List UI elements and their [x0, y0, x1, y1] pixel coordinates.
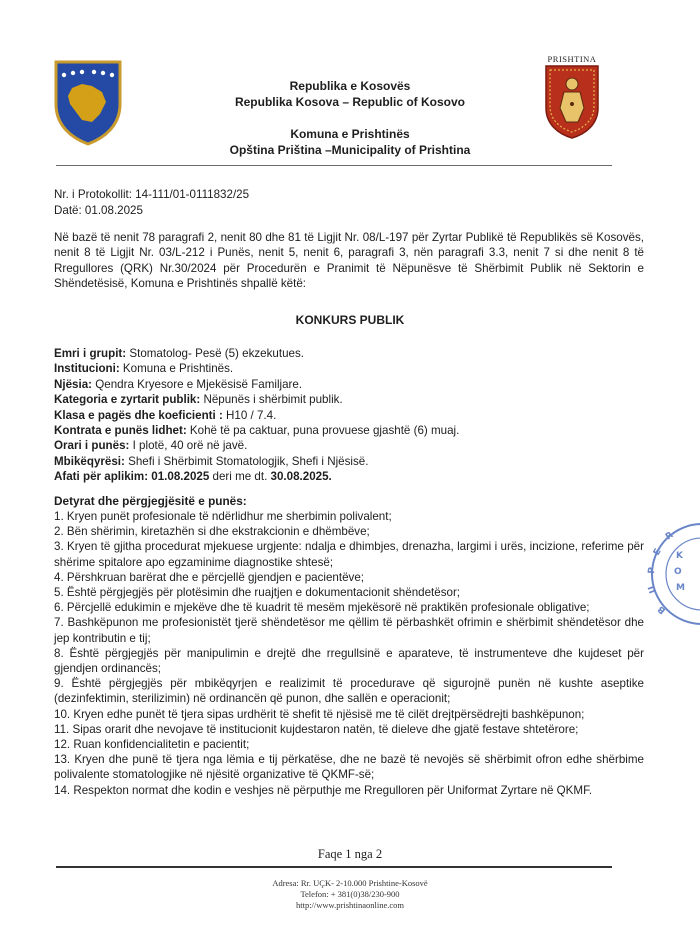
detail-deadline-end: 30.08.2025.	[267, 470, 332, 484]
detail-institution-value: Komuna e Prishtinës.	[119, 362, 234, 376]
footer-divider	[56, 866, 612, 868]
svg-text:U: U	[646, 584, 659, 595]
duty-item: 13. Kryen dhe punë të tjera nga lëmia e tij përkatëse, dhe ne bazë të nevojës së shërbimit ofron edhe shërbime polivalente stomatologjike në njësitë organizative të QKMF-së;	[54, 753, 644, 782]
detail-deadline-start: 01.08.2025	[148, 470, 210, 484]
footer-web: http://www.prishtinaonline.com	[295, 900, 405, 910]
detail-unit-value: Qendra Kryesore e Mjekësisë Familjare.	[92, 377, 303, 391]
svg-text:O: O	[674, 567, 682, 577]
duty-item: 3. Kryen të gjitha procedurat mjekuese urgjente: ndalja e dhimbjes, drenazha, largimi i urës, incizione, referime për shërime spitalore apo egzaminime diagnostike shtesë;	[54, 540, 644, 569]
detail-pay	[54, 408, 642, 423]
detail-hours	[54, 438, 642, 453]
svg-text:P: P	[647, 566, 658, 575]
duty-item: 8. Është përgjegjës për manipulimin e drejtë dhe rregullsinë e aparateve, të instrumenteve dhe kujdeset për gjendjen ordinancës;	[54, 646, 644, 676]
svg-text:B: B	[656, 603, 668, 616]
detail-contract-value: Kohë të pa caktuar, puna provuese gjashtë (6) muaj.	[186, 424, 460, 438]
detail-hours-label: Orari i punës:	[54, 439, 130, 453]
duty-item: 2. Bën shërimin, kiretazhën si dhe ekstrakcionin e dhëmbëve;	[54, 525, 370, 539]
kosovo-emblem	[52, 58, 124, 146]
svg-text:R: R	[663, 530, 676, 543]
detail-institution	[54, 361, 642, 376]
header-country	[150, 78, 550, 110]
document-title: KONKURS PUBLIK	[295, 313, 405, 327]
detail-contract	[54, 423, 642, 438]
detail-group-label: Emri i grupit:	[54, 347, 127, 360]
duty-item: 12. Ruan konfidencialitetin e pacientit;	[54, 738, 250, 752]
detail-supervision	[54, 454, 642, 469]
detail-deadline	[54, 469, 642, 484]
duty-item: 1. Kryen punët profesionale të ndërlidhur me sherbimin polivalent;	[54, 510, 392, 523]
header-municipality	[150, 126, 550, 158]
duty-item: 10. Kryen edhe punët të tjera sipas urdhërit të shefit të njësisë me të cilët drejtpërsëdrejti bashkëpunon;	[54, 707, 585, 721]
duty-item: 9. Është përgjegjës për mbikëqyrjen e realizimit të procedurave që sigurojnë punën në kushte aseptike (dezinfektimin, sterilizimin) në ordinancën që punon, dhe sallën e operacionit;	[54, 677, 644, 706]
official-stamp	[646, 518, 700, 630]
detail-group	[54, 346, 642, 361]
detail-institution-label: Institucioni:	[54, 362, 120, 376]
header-line-1: Republika e Kosovës	[289, 79, 411, 93]
duties-title: Detyrat dhe përgjegjësitë e punës:	[54, 494, 247, 508]
detail-deadline-label: Afati për aplikim:	[54, 470, 149, 484]
intro-paragraph: Në bazë të nenit 78 paragrafi 2, nenit 80 dhe 81 të Ligjit Nr. 08/L-197 për Zyrtar Publikë të Republikës së Kosovës, nenit 8 të Ligjit Nr. 03/L-212 i Punës, nenit 5, nenit 6, paragrafi 3, nën paragrafi 3.3, nenit 7 si dhe nenit 8 të Rregullores (QRK) Nr.30/2024 për Procedurën e Pranimit të Nëpunësve të Shërbimit Publik në Sektorin e Shëndetësisë, Komuna e Prishtinës shpallë këtë:	[54, 231, 644, 291]
detail-unit-label: Njësia:	[54, 377, 93, 391]
detail-supervision-label: Mbikëqyrësi:	[54, 454, 125, 468]
document-date: Datë: 01.08.2025	[54, 204, 143, 217]
page-number: Faqe 1 nga 2	[317, 847, 383, 861]
detail-unit	[54, 377, 642, 392]
svg-text:M: M	[676, 583, 685, 593]
header-line-2: Republika Kosova – Republic of Kosovo	[234, 95, 466, 109]
footer-address: Adresa: Rr. UÇK- 2-10.000 Prishtine-Kosovë	[272, 878, 428, 888]
header-divider	[56, 165, 612, 166]
duty-item: 5. Është përgjegjës për plotësimin dhe ruajtjen e dokumentacionit shëndetësor;	[54, 586, 461, 600]
detail-group-value: Stomatolog- Pesë (5) ekzekutues.	[126, 347, 304, 360]
detail-category-label: Kategoria e zyrtarit publik:	[54, 393, 201, 407]
detail-hours-value: I plotë, 40 orë në javë.	[129, 439, 248, 453]
detail-category-value: Nëpunës i shërbimit publik.	[200, 393, 343, 407]
detail-pay-value: H10 / 7.4.	[222, 408, 277, 422]
duty-item: 14. Respekton normat dhe kodin e veshjes në përputhje me Rregulloren për Uniformat Zyrtare në QKMF.	[54, 783, 593, 797]
footer-phone: Telefon: + 381(0)38/230-900	[300, 889, 400, 899]
svg-text:E: E	[651, 547, 664, 558]
detail-contract-label: Kontrata e punës lidhet:	[54, 424, 187, 438]
duty-item: 6. Përcjellë edukimin e mjekëve dhe të kuadrit të mesëm mjekësorë në praktikën profesionale obligative;	[54, 601, 590, 615]
prishtina-emblem-label: PRISHTINA	[547, 54, 597, 64]
header-line-4: Opština Priština –Municipality of Prishtina	[229, 143, 471, 157]
protocol-number: Nr. i Protokollit: 14-111/01-0111832/25	[54, 188, 250, 201]
position-details	[54, 346, 642, 485]
svg-text:K: K	[676, 551, 683, 561]
header-line-3: Komuna e Prishtinës	[290, 127, 410, 141]
duties-list	[54, 509, 644, 798]
duty-item: 4. Përshkruan barërat dhe e përcjellë gjendjen e pacientëve;	[54, 570, 365, 584]
prishtina-emblem	[540, 54, 604, 140]
detail-supervision-value: Shefi i Shërbimit Stomatologjik, Shefi i Njësisë.	[124, 454, 369, 468]
detail-category	[54, 392, 642, 407]
detail-pay-label: Klasa e pagës dhe koeficienti :	[54, 408, 223, 422]
duty-item: 11. Sipas orarit dhe nevojave të institucionit kujdestaron natën, të dieleve dhe gjatë festave shtetërore;	[54, 722, 579, 736]
detail-deadline-mid: deri me dt.	[209, 470, 268, 484]
duty-item: 7. Bashkëpunon me profesionistët tjerë shëndetësor me qëllim të përbashkët ofrimin e shërbimit shëndetësor dhe jep kontributin e tij;	[54, 616, 644, 645]
